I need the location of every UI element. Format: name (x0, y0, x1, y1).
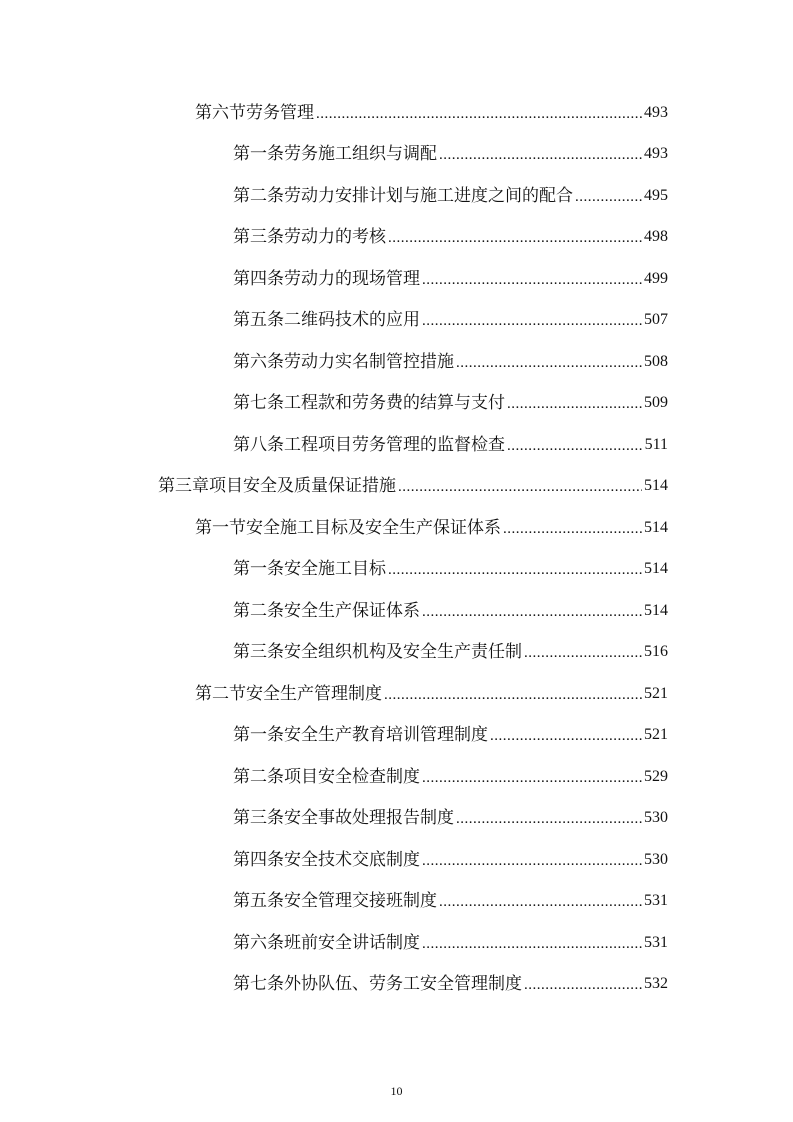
toc-leader-dots (507, 394, 642, 414)
toc-entry[interactable] (233, 384, 668, 414)
toc-entry-page: 511 (644, 436, 668, 453)
toc-leader-dots (388, 560, 642, 580)
toc-leader-dots (422, 270, 642, 290)
toc-entry-page: 514 (644, 560, 668, 577)
toc-entry-title: 第五条安全管理交接班制度 (233, 891, 437, 911)
toc-entry-title: 第一节安全施工目标及安全生产保证体系 (195, 518, 501, 538)
toc-leader-dots (422, 934, 642, 954)
toc-entry-page: 493 (644, 145, 668, 162)
toc-entry[interactable] (233, 343, 668, 373)
toc-entry[interactable] (195, 94, 668, 124)
toc-entry-title: 第六条劳动力实名制管控措施 (233, 352, 454, 372)
toc-entry-page: 514 (644, 519, 668, 536)
toc-entry-title: 第七条工程款和劳务费的结算与支付 (233, 393, 505, 413)
toc-entry[interactable] (233, 882, 668, 912)
toc-leader-dots (316, 104, 642, 124)
toc-entry-title: 第二条劳动力安排计划与施工进度之间的配合 (233, 186, 573, 206)
toc-entry[interactable] (158, 467, 668, 497)
toc-entry-page: 531 (644, 934, 668, 951)
page-number: 10 (390, 1084, 403, 1098)
toc-entry-title: 第二条项目安全检查制度 (233, 767, 420, 787)
toc-entry[interactable] (233, 799, 668, 829)
toc-entry-title: 第六节劳务管理 (195, 103, 314, 123)
toc-entry-page: 509 (644, 394, 668, 411)
toc-leader-dots (439, 892, 642, 912)
toc-entry-page: 521 (644, 726, 668, 743)
toc-entry[interactable] (233, 592, 668, 622)
toc-entry[interactable] (233, 841, 668, 871)
toc-leader-dots (422, 768, 642, 788)
toc-leader-dots (503, 519, 642, 539)
toc-entry-page: 529 (644, 768, 668, 785)
toc-entry-page: 507 (644, 311, 668, 328)
toc-entry[interactable] (233, 924, 668, 954)
toc-entry-title: 第五条二维码技术的应用 (233, 310, 420, 330)
toc-entry-page: 530 (644, 851, 668, 868)
toc-leader-dots (422, 851, 642, 871)
toc-entry-title: 第一条安全生产教育培训管理制度 (233, 725, 488, 745)
toc-entry[interactable] (233, 550, 668, 580)
toc-entry[interactable] (233, 426, 668, 456)
toc-entry-title: 第七条外协队伍、劳务工安全管理制度 (233, 974, 522, 994)
toc-entry-title: 第三条安全事故处理报告制度 (233, 808, 454, 828)
toc-entry[interactable] (195, 675, 668, 705)
toc-leader-dots (384, 685, 642, 705)
toc-entry-title: 第三条劳动力的考核 (233, 227, 386, 247)
toc-leader-dots (456, 809, 642, 829)
toc-entry[interactable] (195, 509, 668, 539)
toc-entry[interactable] (233, 758, 668, 788)
toc-entry-title: 第二条安全生产保证体系 (233, 601, 420, 621)
toc-entry-page: 530 (644, 809, 668, 826)
toc-leader-dots (439, 145, 642, 165)
toc-leader-dots (422, 311, 642, 331)
toc-entry-page: 514 (644, 602, 668, 619)
toc-entry[interactable] (233, 965, 668, 995)
toc-leader-dots (456, 353, 642, 373)
toc-entry-page: 495 (644, 187, 668, 204)
toc-entry-page: 499 (644, 270, 668, 287)
toc-entry-title: 第六条班前安全讲话制度 (233, 933, 420, 953)
toc-leader-dots (507, 436, 643, 456)
toc-entry-page: 493 (644, 104, 668, 121)
toc-entry[interactable] (233, 218, 668, 248)
toc-leader-dots (398, 477, 642, 497)
toc-leader-dots (524, 975, 642, 995)
toc-entry[interactable] (233, 177, 668, 207)
toc-entry-title: 第八条工程项目劳务管理的监督检查 (233, 435, 505, 455)
toc-entry-page: 532 (644, 975, 668, 992)
toc-entry-title: 第一条安全施工目标 (233, 559, 386, 579)
toc-entry[interactable] (233, 716, 668, 746)
toc-leader-dots (524, 643, 642, 663)
toc-entry[interactable] (233, 301, 668, 331)
toc-entry-page: 514 (644, 477, 668, 494)
toc-entry-title: 第一条劳务施工组织与调配 (233, 144, 437, 164)
toc-leader-dots (490, 726, 642, 746)
toc-entry-title: 第二节安全生产管理制度 (195, 684, 382, 704)
toc-leader-dots (388, 228, 642, 248)
toc-entry-title: 第三章项目安全及质量保证措施 (158, 476, 396, 496)
toc-entry[interactable] (233, 260, 668, 290)
toc-entry-title: 第三条安全组织机构及安全生产责任制 (233, 642, 522, 662)
toc-entry-title: 第四条劳动力的现场管理 (233, 269, 420, 289)
toc-entry-page: 498 (644, 228, 668, 245)
toc-leader-dots (575, 187, 642, 207)
toc-entry[interactable] (233, 135, 668, 165)
toc-entry[interactable] (233, 633, 668, 663)
toc-entry-page: 531 (644, 892, 668, 909)
toc-entry-page: 521 (644, 685, 668, 702)
toc-entry-page: 508 (644, 353, 668, 370)
toc-entry-page: 516 (644, 643, 668, 660)
toc-leader-dots (422, 602, 642, 622)
toc-entry-title: 第四条安全技术交底制度 (233, 850, 420, 870)
